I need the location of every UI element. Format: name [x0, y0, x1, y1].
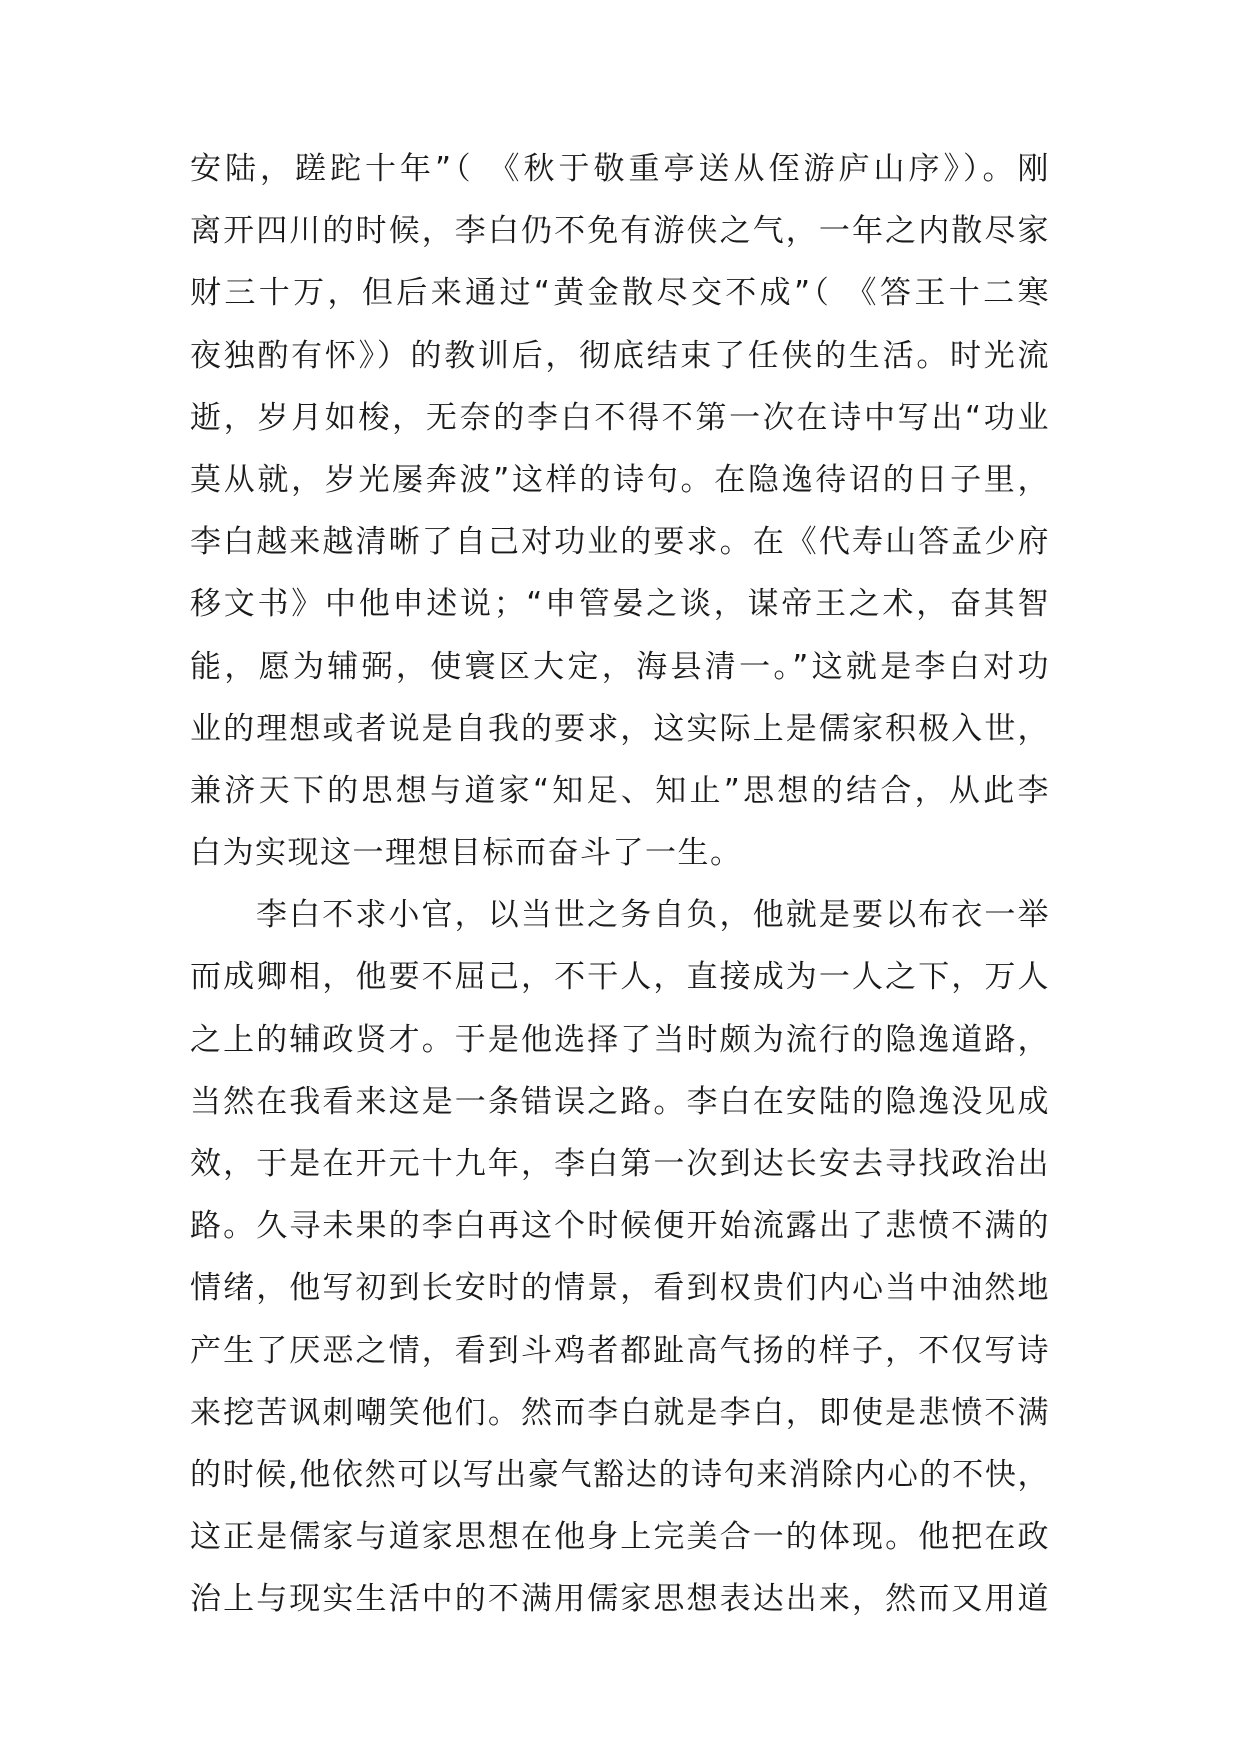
text-line: 离开四川的时候，李白仍不免有游侠之气，一年之内散尽家 — [190, 213, 1050, 250]
text-line: 移文书》中他申述说；“申管晏之谈，谋帝王之术，奋其智 — [190, 586, 1050, 623]
paragraph-2 — [190, 884, 1050, 1630]
text-line: 产生了厌恶之情，看到斗鸡者都趾高气扬的样子，不仅写诗 — [190, 1332, 1050, 1369]
text-line: 夜独酌有怀》）的教训后，彻底结束了任侠的生活。时光流 — [190, 337, 1050, 374]
text-line: 莫从就，岁光屡奔波”这样的诗句。在隐逸待诏的日子里， — [190, 461, 1050, 498]
document-body — [190, 138, 1050, 1631]
text-line: 这正是儒家与道家思想在他身上完美合一的体现。他把在政 — [190, 1519, 1050, 1556]
text-line: 李白越来越清晰了自己对功业的要求。在《代寿山答孟少府 — [190, 524, 1050, 561]
text-line: 情绪，他写初到长安时的情景，看到权贵们内心当中油然地 — [190, 1270, 1050, 1307]
text-line: 逝，岁月如梭，无奈的李白不得不第一次在诗中写出“功业 — [190, 399, 1050, 436]
text-line: 之上的辅政贤才。于是他选择了当时颇为流行的隐逸道路， — [190, 1021, 1050, 1058]
text-line: 效，于是在开元十九年，李白第一次到达长安去寻找政治出 — [190, 1146, 1050, 1182]
text-line: 当然在我看来这是一条错误之路。李白在安陆的隐逸没见成 — [190, 1083, 1050, 1120]
text-line: 李白不求小官，以当世之务自负，他就是要以布衣一举 — [256, 897, 1050, 934]
text-line: 财三十万，但后来通过“黄金散尽交不成”（ 《答王十二寒 — [190, 275, 1050, 312]
text-line: 白为实现这一理想目标而奋斗了一生。 — [190, 835, 743, 872]
text-line: 兼济天下的思想与道家“知足、知止”思想的结合，从此李 — [190, 772, 1050, 809]
text-line: 治上与现实生活中的不满用儒家思想表达出来，然而又用道 — [190, 1581, 1050, 1618]
text-line: 来挖苦讽刺嘲笑他们。然而李白就是李白，即使是悲愤不满 — [190, 1394, 1050, 1431]
text-line: 业的理想或者说是自我的要求，这实际上是儒家积极入世， — [190, 710, 1050, 747]
text-line: 能，愿为辅弼，使寰区大定，海县清一。”这就是李白对功 — [190, 648, 1050, 685]
text-line: 路。久寻未果的李白再这个时候便开始流露出了悲愤不满的 — [190, 1208, 1050, 1245]
text-line: 安陆，蹉跎十年”（ 《秋于敬重亭送从侄游庐山序》）。刚 — [190, 151, 1050, 187]
paragraph-1 — [190, 138, 1050, 884]
text-line: 而成卿相，他要不屈己，不干人，直接成为一人之下，万人 — [190, 959, 1050, 996]
text-line: 的时候,他依然可以写出豪气豁达的诗句来消除内心的不快， — [190, 1456, 1050, 1493]
